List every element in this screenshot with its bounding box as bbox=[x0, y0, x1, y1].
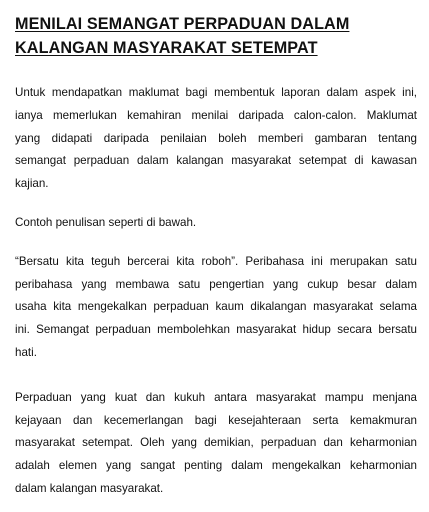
paragraph-line: Untuk mendapatkan maklumat bagi membentuk laporan dalam aspek ini, bbox=[15, 86, 417, 99]
title-line: MENILAI SEMANGAT PERPADUAN DALAM bbox=[15, 15, 350, 33]
paragraph-example-heading bbox=[15, 212, 417, 235]
paragraph-line: Perpaduan yang kuat dan kukuh antara masyarakat mampu menjana bbox=[15, 390, 417, 404]
paragraph-line: semangat perpaduan dalam kalangan masyarakat setempat di kawasan bbox=[15, 154, 417, 168]
paragraph-line: usaha kita mengekalkan perpaduan kaum dikalangan masyarakat selama bbox=[15, 300, 417, 314]
page-title bbox=[15, 12, 417, 60]
paragraph-line: ini. Semangat perpaduan membolehkan masyarakat hidup secara bersatu bbox=[15, 323, 417, 337]
title-line: KALANGAN MASYARAKAT SETEMPAT bbox=[15, 39, 318, 57]
paragraph-example bbox=[15, 251, 417, 365]
paragraph-line: kejayaan dan kecemerlangan bagi kesejahteraan serta kemakmuran bbox=[15, 413, 417, 427]
paragraph-line: masyarakat setempat. Oleh yang demikian, perpaduan dan keharmonian bbox=[15, 436, 417, 450]
paragraph-line: peribahasa yang membawa satu pengertian yang cukup besar dalam bbox=[15, 277, 417, 291]
paragraph-line: dalam kalangan masyarakat. bbox=[15, 481, 164, 495]
paragraph-line: yang didapati daripada penilaian boleh memberi gambaran tentang bbox=[15, 131, 417, 145]
paragraph-line: adalah elemen yang sangat penting dalam mengekalkan keharmonian bbox=[15, 459, 417, 473]
paragraph-intro bbox=[15, 82, 417, 196]
paragraph-line: hati. bbox=[15, 345, 37, 359]
paragraph-line: ianya memerlukan kemahiran menilai daripada calon-calon. Maklumat bbox=[15, 108, 417, 122]
paragraph-line: “Bersatu kita teguh bercerai kita roboh”. Peribahasa ini merupakan satu bbox=[15, 254, 417, 268]
paragraph-line: kajian. bbox=[15, 177, 49, 191]
paragraph-conclusion bbox=[15, 387, 417, 501]
paragraph-line: Contoh penulisan seperti di bawah. bbox=[15, 215, 197, 229]
